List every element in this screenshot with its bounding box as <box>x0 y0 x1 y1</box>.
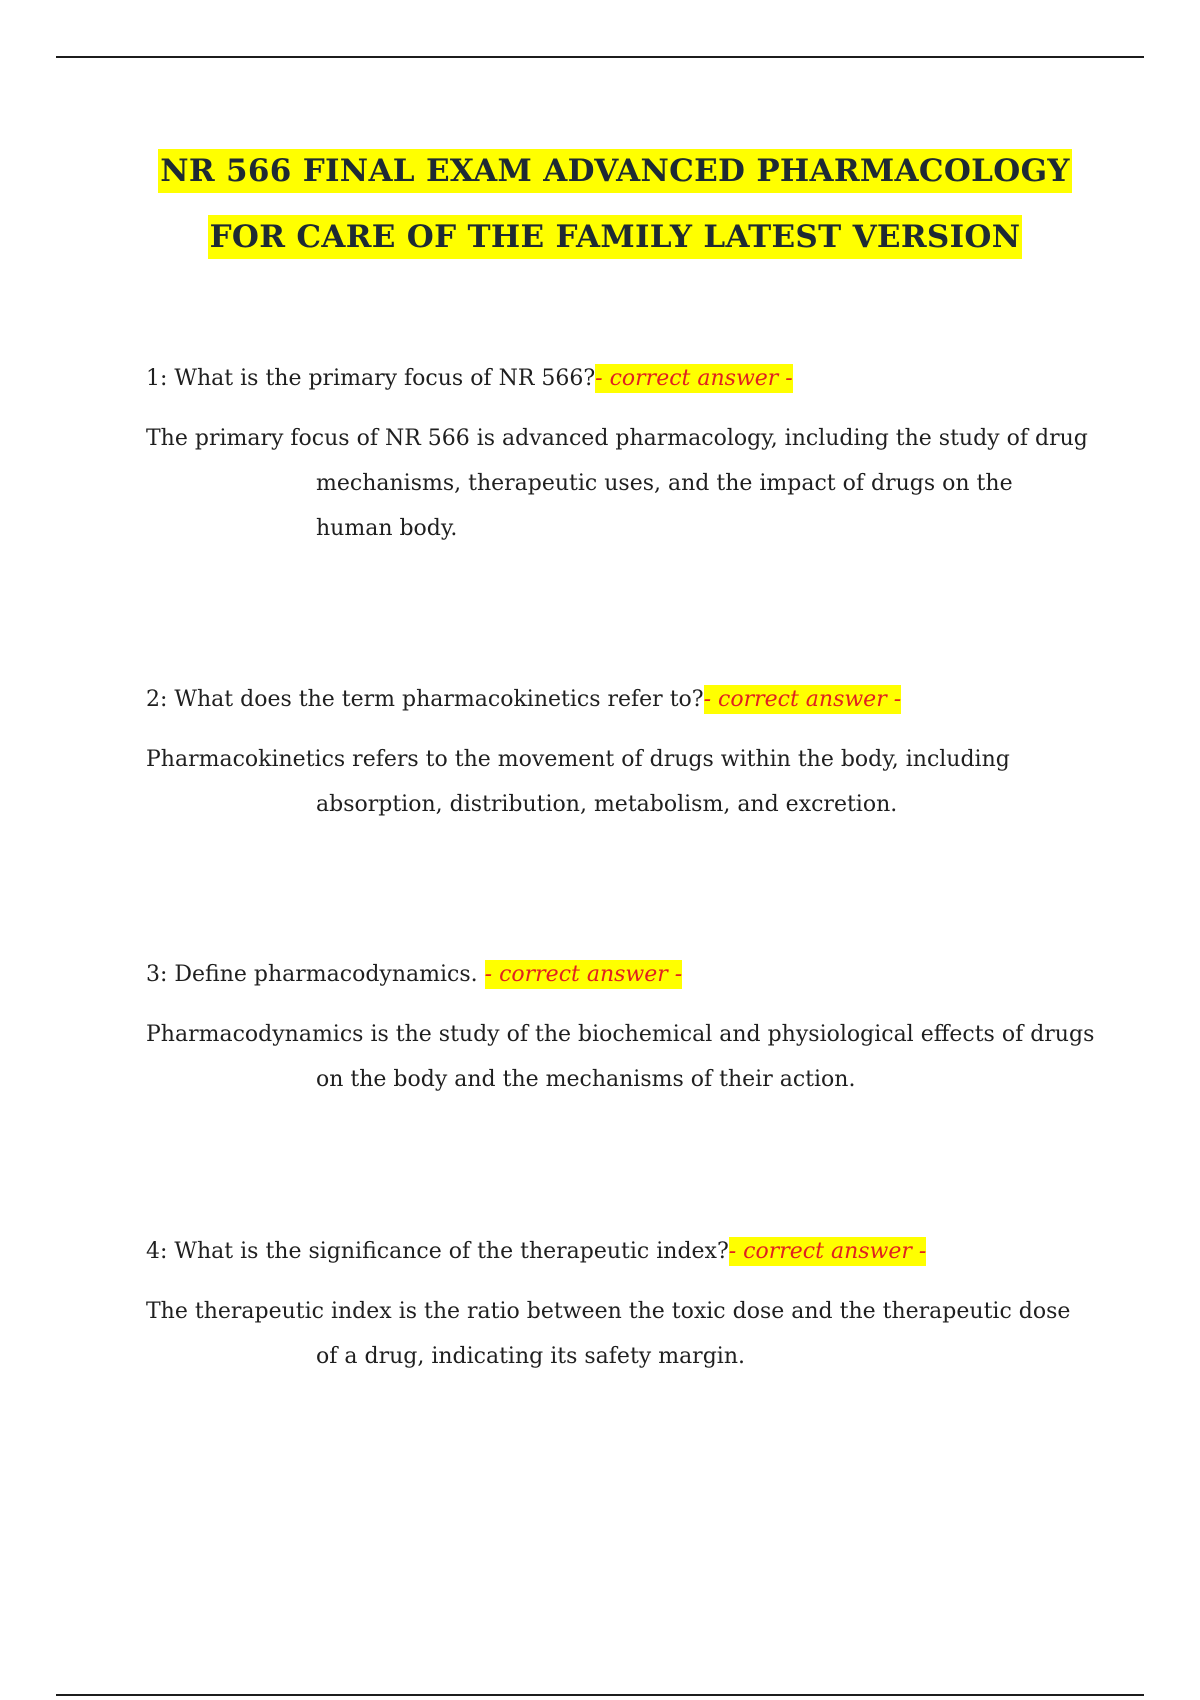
title-line-1: NR 566 FINAL EXAM ADVANCED PHARMACOLOGY <box>158 149 1072 193</box>
answer-tag-3: - correct answer - <box>484 962 683 987</box>
title-line-2: FOR CARE OF THE FAMILY LATEST VERSION <box>208 215 1023 259</box>
answer-2: Pharmacokinetics refers to the movement of drugs within the body, including absorption, distribution, metabolism, and excretion. <box>146 747 1010 817</box>
top-rule <box>56 56 1144 58</box>
question-2-text: 2: What does the term pharmacokinetics refer to? <box>146 687 704 712</box>
qa-item-1 <box>146 362 1096 551</box>
qa-item-3 <box>146 958 1096 1102</box>
question-4-text: 4: What is the significance of the therapeutic index? <box>146 1239 729 1264</box>
question-3-text: 3: Define pharmacodynamics. <box>146 962 478 987</box>
question-1-text: 1: What is the primary focus of NR 566? <box>146 366 596 391</box>
answer-tag-1: - correct answer - <box>595 366 793 391</box>
question-4 <box>146 1235 1096 1269</box>
qa-item-2 <box>146 683 1096 827</box>
question-3 <box>146 958 1096 992</box>
question-2 <box>146 683 1096 717</box>
bottom-rule <box>56 1694 1144 1696</box>
document-title <box>140 138 1090 270</box>
answer-tag-2: - correct answer - <box>703 687 902 712</box>
answer-1: The primary focus of NR 566 is advanced pharmacology, including the study of drug mechanisms, therapeutic uses, and the impact of drugs on the human body. <box>146 426 1088 541</box>
question-3-separator <box>478 962 485 987</box>
qa-item-4 <box>146 1235 1096 1379</box>
answer-3: Pharmacodynamics is the study of the biochemical and physiological effects of drugs on the body and the mechanisms of their action. <box>146 1022 1095 1092</box>
answer-4: The therapeutic index is the ratio between the toxic dose and the therapeutic dose of a drug, indicating its safety margin. <box>146 1299 1071 1369</box>
question-1 <box>146 362 1096 396</box>
answer-tag-4: - correct answer - <box>728 1239 927 1264</box>
